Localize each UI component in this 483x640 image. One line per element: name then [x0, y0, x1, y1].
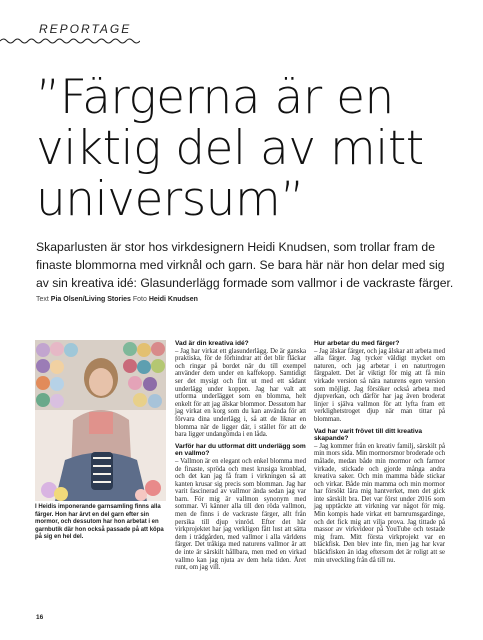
question-heading: Hur arbetar du med färger?: [314, 340, 400, 347]
text-credit-label: Text: [36, 296, 49, 303]
answer-paragraph: – Jag älskar färger, och jag älskar att arbeta med alla färger. Jag tycker väldigt mycket om naturen, och jag arbetar i en naturtrogen färgpalett. Det är viktigt för mig att få min virkade version så nära naturens egen version som möjligt. Jag försöker också arbeta med djupverkan, och därför har jag även broderat linjer i själva vallmon för att lyfta fram ett verklighetstroget djup när man tittar på blomman.: [314, 347, 445, 423]
headline-line-2: viktig del av mitt: [36, 121, 424, 176]
lead-paragraph: Skaparlusten är stor hos virkdesignern Heidi Knudsen, som trollar fram de finaste blommorna med virknål och garn. Se bara här när hon delar med sig av sin kreativa idé: Glasunderlägg formade som vallmor i de vackraste färger.: [36, 240, 454, 290]
page-number: 16: [36, 614, 44, 621]
byline: [36, 296, 198, 303]
photo-illustration: [35, 340, 166, 501]
photo-caption: I Heidis imponerande garnsamling finns alla färger. Hon har ärvt en del garn efter sin mormor, och dessutom har hon arbetat i en garnbutik där hon också passade på att köpa på sig en hel del.: [35, 504, 164, 540]
answer-paragraph: – Jag kommer från en kreativ familj, särskilt på min mors sida. Min mormorsmor broderade och målade, medan både min mormor och farmor virkade, stickade och gjorde många andra kreativa saker. Och min mamma både stickar och virkar. Både min mamma och min mormor har försökt lära mig hantverket, men det gick inte särskilt bra. Det var först under 2016 som jag upptäckte att virkning var något för mig. Min kompis hade virkat ett barnrumsgardinge, och det fick mig att vilja prova. Jag tittade på massor av virkvideor på YouTube och testade mig fram. Mitt första virkprojekt var en bläckfisk. Den blev inte fin, men jag har kvar bläckfisken än idag eftersom det är roligt att se min utveckling från då till nu.: [314, 442, 445, 564]
text-credit-name: Pia Olsen/Living Stories: [50, 296, 131, 303]
answer-paragraph: – Vallmon är en elegant och enkel blomma med de finaste, spröda och mest krusiga kronblad, och det kan jag få fram i virkningen så att kanten krusar sig precis som blomman. Jag har varit fascinerad av vallmor ända sedan jag var barn. För mig är vallmon synonym med sommar. Vi känner alla till den röda vallmon, men de finns i de vackraste färger, allt från persika till djup vinröd. Efter det här virkprojektet har jag verkligen fått lust att sätta dem i trädgården, med vallmor i alla världens färger. Det tråkiga med naturens vallmor är att de inte är särskilt hållbara, men med en virkad vallmo kan jag njuta av dem hela tiden. Året runt, om jag vill.: [175, 457, 306, 572]
headline-line-3: universum”: [36, 172, 305, 227]
answer-paragraph: – Jag har virkat ett glasunderlägg. De är ganska praktiska, för de förhindrar att det blir fläckar och ringar på bordet när du till exempel använder dem under en kaffekopp. Samtidigt ser det mysigt och fint ut med ett sådant underlägg under koppen. Jag har valt att utforma underlägget som en blomma, helt enkelt för att jag älskar blommor. Dessutom har jag virkat en korg som du kan använda för att förvara dina underlägg i, så att de liknar en blomma när de ligger där, i stället för att de bara ligger undangömda i en låda.: [175, 347, 306, 439]
wavy-divider: [0, 37, 140, 45]
photo-credit-label: Foto: [132, 296, 147, 303]
section-label: REPORTAGE: [39, 22, 132, 36]
headline: [36, 72, 456, 225]
photo-credit-name: Heidi Knudsen: [148, 296, 198, 303]
question-heading: Varför har du utformat ditt underlägg som en vallmo?: [175, 442, 306, 458]
photo-heidi-yarn: [35, 340, 166, 501]
question-heading: Vad är din kreativa idé?: [175, 340, 249, 347]
headline-line-1: ”Färgerna är en: [36, 70, 394, 125]
question-heading: Vad har varit frövet till ditt kreativa skapande?: [314, 427, 423, 443]
article-column-2: [314, 340, 445, 568]
article-column-1: [175, 340, 306, 576]
